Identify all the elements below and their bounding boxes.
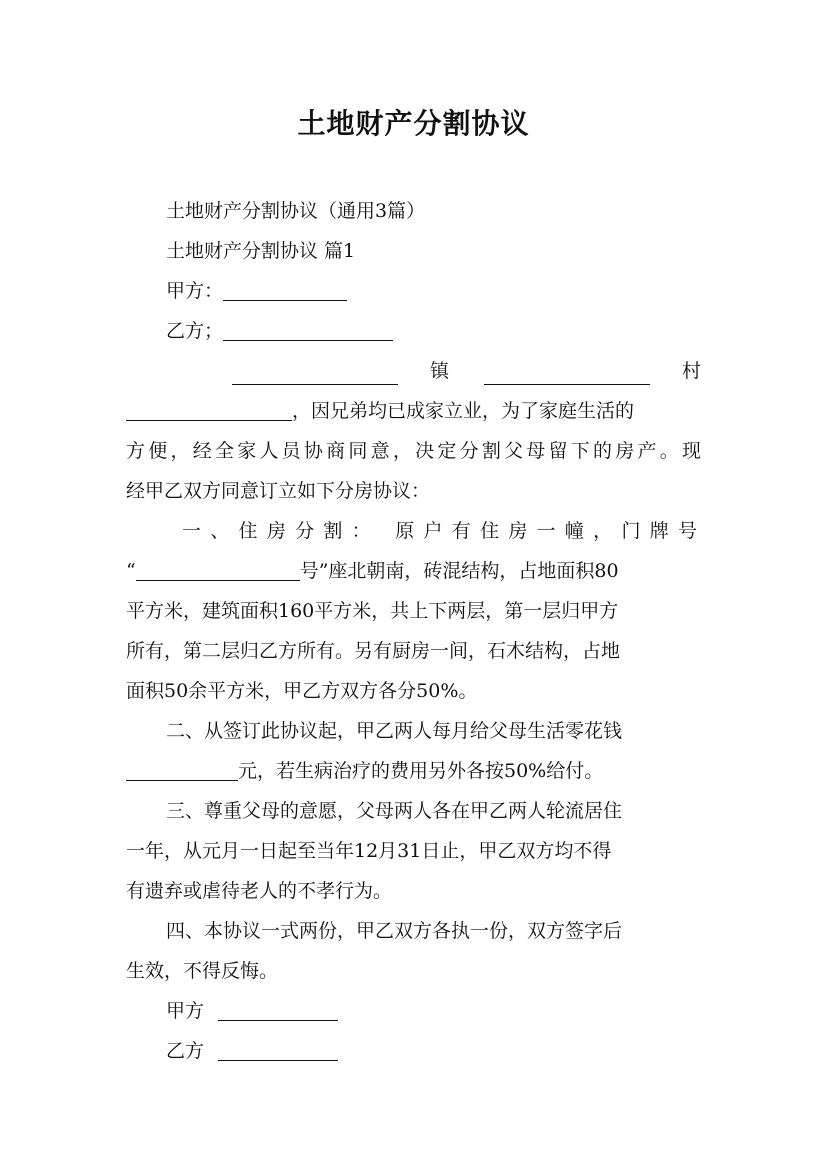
clause-2-text-2: 元，若生病治疗的费用另外各按50%给付。 <box>238 760 604 782</box>
town-label: 镇 <box>430 360 450 382</box>
clause-1-line-2 <box>126 552 701 590</box>
signature-b-label: 乙方 <box>166 1040 205 1062</box>
signature-a-label: 甲方 <box>166 1000 205 1022</box>
clause-2-line-2 <box>126 752 701 790</box>
party-a-blank <box>223 274 347 301</box>
clause-3-line-1: 三、尊重父母的意愿，父母两人各在甲乙两人轮流居住 <box>166 800 623 822</box>
village-name-blank <box>126 394 292 421</box>
clause-1-line-4: 所有，第二层归乙方所有。另有厨房一间，石木结构，占地 <box>126 640 621 662</box>
document-subtitle: 土地财产分割协议（通用3篇） <box>166 200 426 222</box>
signature-b-line <box>166 1032 701 1070</box>
clause-3-line-2: 一年，从元月一日起至当年12月31日止，甲乙双方均不得 <box>126 840 612 862</box>
party-a-label: 甲方： <box>166 280 224 302</box>
clause-1-line-3: 平方米，建筑面积160平方米，共上下两层，第一层归甲方 <box>126 600 619 622</box>
intro-line-3: 经甲乙双方同意订立如下分房协议： <box>126 480 431 502</box>
clause-1-text-2: 号”座北朝南，砖混结构，占地面积80 <box>299 560 619 582</box>
signature-a-line <box>166 992 701 1030</box>
intro-text-1: ，因兄弟均已成家立业，为了家庭生活的 <box>292 400 635 422</box>
signature-b-blank <box>218 1034 338 1061</box>
party-b-label: 乙方； <box>166 320 224 342</box>
clause-4-line-1: 四、本协议一式两份，甲乙双方各执一份，双方签字后 <box>166 920 623 942</box>
town-blank <box>232 358 398 385</box>
party-b-line <box>166 312 701 350</box>
signature-a-blank <box>218 994 338 1021</box>
door-number-blank <box>136 554 300 581</box>
clause-2-line-1: 二、从签订此协议起，甲乙两人每月给父母生活零花钱 <box>166 720 623 742</box>
clause-4-line-2: 生效，不得反悔。 <box>126 960 279 982</box>
party-a-line <box>166 272 701 310</box>
village-label: 村 <box>681 360 701 382</box>
allowance-blank <box>126 754 238 781</box>
village-blank <box>484 358 650 385</box>
quote-open: “ <box>126 560 136 582</box>
clause-1-line-1: 一、住房分割： 原户有住房一幢，门牌号 <box>182 520 701 542</box>
part-heading: 土地财产分割协议 篇1 <box>166 240 356 262</box>
intro-line-2: 方便，经全家人员协商同意，决定分割父母留下的房产。现 <box>126 440 701 462</box>
clause-1-line-5: 面积50余平方米，甲乙方双方各分50%。 <box>126 680 478 702</box>
document-title: 土地财产分割协议 <box>297 107 530 140</box>
clause-3-line-3: 有遗弃或虐待老人的不孝行为。 <box>126 880 393 902</box>
intro-line-1 <box>126 392 701 430</box>
party-b-blank <box>223 314 393 341</box>
